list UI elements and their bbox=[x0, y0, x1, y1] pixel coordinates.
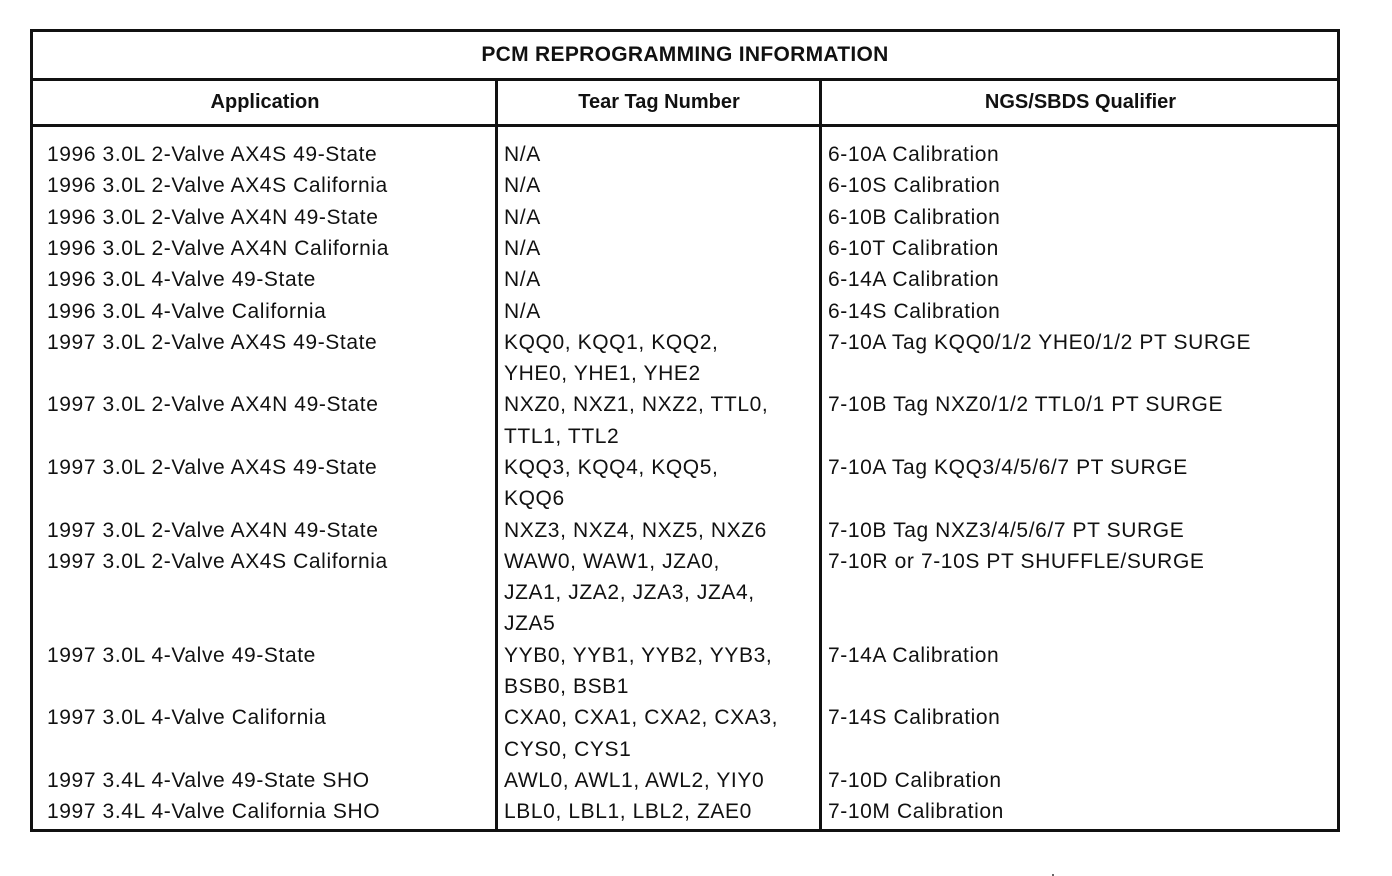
cell-ngs-sbds-qualifier: 7-10R or 7-10S PT SHUFFLE/SURGE bbox=[828, 549, 1205, 573]
tear-tag-line: NXZ3, NXZ4, NXZ5, NXZ6 bbox=[504, 518, 767, 542]
header-ngs-sbds-qualifier: NGS/SBDS Qualifier bbox=[984, 91, 1177, 113]
cell-ngs-sbds-qualifier: 6-14S Calibration bbox=[828, 299, 1001, 323]
cell-application: 1996 3.0L 4-Valve 49-State bbox=[47, 268, 316, 292]
tear-tag-line: BSB0, BSB1 bbox=[504, 675, 630, 699]
tear-tag-line: AWL0, AWL1, AWL2, YIY0 bbox=[504, 769, 765, 792]
cell-application: 1996 3.0L 4-Valve California bbox=[47, 299, 327, 323]
tear-tag-line: N/A bbox=[504, 236, 541, 260]
cell-tear-tag-number bbox=[504, 233, 541, 264]
cell-application: 1997 3.4L 4-Valve California SHO bbox=[47, 800, 381, 824]
cell-ngs-sbds-qualifier: 6-10A Calibration bbox=[828, 143, 1000, 166]
cell-ngs-sbds-qualifier: 7-10D Calibration bbox=[828, 769, 1002, 792]
tear-tag-line: TTL1, TTL2 bbox=[504, 424, 620, 448]
cell-ngs-sbds-qualifier: 7-10B Tag NXZ3/4/5/6/7 PT SURGE bbox=[828, 518, 1185, 542]
cell-tear-tag-number bbox=[504, 296, 541, 327]
cell-tear-tag-number bbox=[504, 389, 768, 452]
cell-application: 1997 3.0L 2-Valve AX4S 49-State bbox=[47, 456, 378, 479]
table-header-row bbox=[33, 81, 1337, 127]
header-application: Application bbox=[210, 91, 320, 113]
tear-tag-line: CXA0, CXA1, CXA2, CXA3, bbox=[504, 706, 779, 730]
cell-tear-tag-number bbox=[504, 546, 755, 640]
cell-tear-tag-number bbox=[504, 515, 767, 546]
cell-tear-tag-number bbox=[504, 264, 541, 295]
cell-ngs-sbds-qualifier: 7-10M Calibration bbox=[828, 800, 1004, 824]
cell-ngs-sbds-qualifier: 7-14A Calibration bbox=[828, 643, 1000, 667]
cell-application: 1997 3.0L 4-Valve California bbox=[47, 706, 327, 730]
cell-application: 1997 3.0L 4-Valve 49-State bbox=[47, 643, 316, 667]
cell-ngs-sbds-qualifier: 7-14S Calibration bbox=[828, 706, 1001, 730]
cell-tear-tag-number bbox=[504, 796, 752, 827]
tear-tag-line: N/A bbox=[504, 205, 541, 229]
pcm-reprogramming-table bbox=[30, 29, 1340, 832]
tear-tag-line: N/A bbox=[504, 174, 541, 198]
header-tear-tag-number: Tear Tag Number bbox=[578, 91, 740, 113]
table-title: PCM REPROGRAMMING INFORMATION bbox=[33, 32, 1337, 81]
cell-ngs-sbds-qualifier: 6-10T Calibration bbox=[828, 236, 999, 260]
cell-tear-tag-number bbox=[504, 640, 772, 703]
tear-tag-line: KQQ6 bbox=[504, 487, 565, 511]
cell-ngs-sbds-qualifier: 6-10B Calibration bbox=[828, 205, 1001, 229]
cell-ngs-sbds-qualifier: 6-14A Calibration bbox=[828, 268, 1000, 292]
cell-tear-tag-number bbox=[504, 765, 764, 796]
tear-tag-line: KQQ0, KQQ1, KQQ2, bbox=[504, 330, 719, 354]
tear-tag-line: N/A bbox=[504, 299, 541, 323]
tear-tag-line: WAW0, WAW1, JZA0, bbox=[504, 549, 720, 573]
cell-tear-tag-number bbox=[504, 139, 541, 170]
tear-tag-line: YYB0, YYB1, YYB2, YYB3, bbox=[504, 643, 773, 667]
cell-application: 1996 3.0L 2-Valve AX4S California bbox=[47, 174, 388, 198]
cell-tear-tag-number bbox=[504, 202, 541, 233]
column-divider-2 bbox=[819, 81, 822, 829]
tear-tag-line: LBL0, LBL1, LBL2, ZAE0 bbox=[504, 800, 752, 824]
cell-application: 1997 3.0L 2-Valve AX4N 49-State bbox=[47, 393, 379, 417]
cell-ngs-sbds-qualifier: 7-10B Tag NXZ0/1/2 TTL0/1 PT SURGE bbox=[828, 393, 1224, 417]
tear-tag-line: JZA5 bbox=[504, 612, 556, 636]
cell-ngs-sbds-qualifier: 7-10A Tag KQQ0/1/2 YHE0/1/2 PT SURGE bbox=[828, 330, 1252, 354]
cell-application: 1997 3.0L 2-Valve AX4S 49-State bbox=[47, 330, 378, 354]
cell-tear-tag-number bbox=[504, 170, 541, 201]
tear-tag-line: CYS0, CYS1 bbox=[504, 737, 632, 761]
column-divider-1 bbox=[495, 81, 498, 829]
tear-tag-line: YHE0, YHE1, YHE2 bbox=[504, 362, 701, 386]
cell-application: 1997 3.4L 4-Valve 49-State SHO bbox=[47, 769, 370, 792]
cell-application: 1997 3.0L 2-Valve AX4S California bbox=[47, 549, 388, 573]
cell-ngs-sbds-qualifier: 6-10S Calibration bbox=[828, 174, 1001, 198]
cell-application: 1996 3.0L 2-Valve AX4S 49-State bbox=[47, 143, 378, 166]
tear-tag-line: N/A bbox=[504, 268, 541, 292]
tear-tag-line: NXZ0, NXZ1, NXZ2, TTL0, bbox=[504, 393, 769, 417]
cell-application: 1996 3.0L 2-Valve AX4N 49-State bbox=[47, 205, 379, 229]
tear-tag-line: JZA1, JZA2, JZA3, JZA4, bbox=[504, 581, 755, 605]
cell-tear-tag-number bbox=[504, 327, 718, 390]
cell-tear-tag-number bbox=[504, 452, 718, 515]
cell-application: 1996 3.0L 2-Valve AX4N California bbox=[47, 236, 389, 260]
cell-ngs-sbds-qualifier: 7-10A Tag KQQ3/4/5/6/7 PT SURGE bbox=[828, 456, 1188, 479]
cell-application: 1997 3.0L 2-Valve AX4N 49-State bbox=[47, 518, 379, 542]
cell-tear-tag-number bbox=[504, 702, 778, 765]
tear-tag-line: KQQ3, KQQ4, KQQ5, bbox=[504, 456, 719, 479]
tear-tag-line: N/A bbox=[504, 143, 541, 166]
